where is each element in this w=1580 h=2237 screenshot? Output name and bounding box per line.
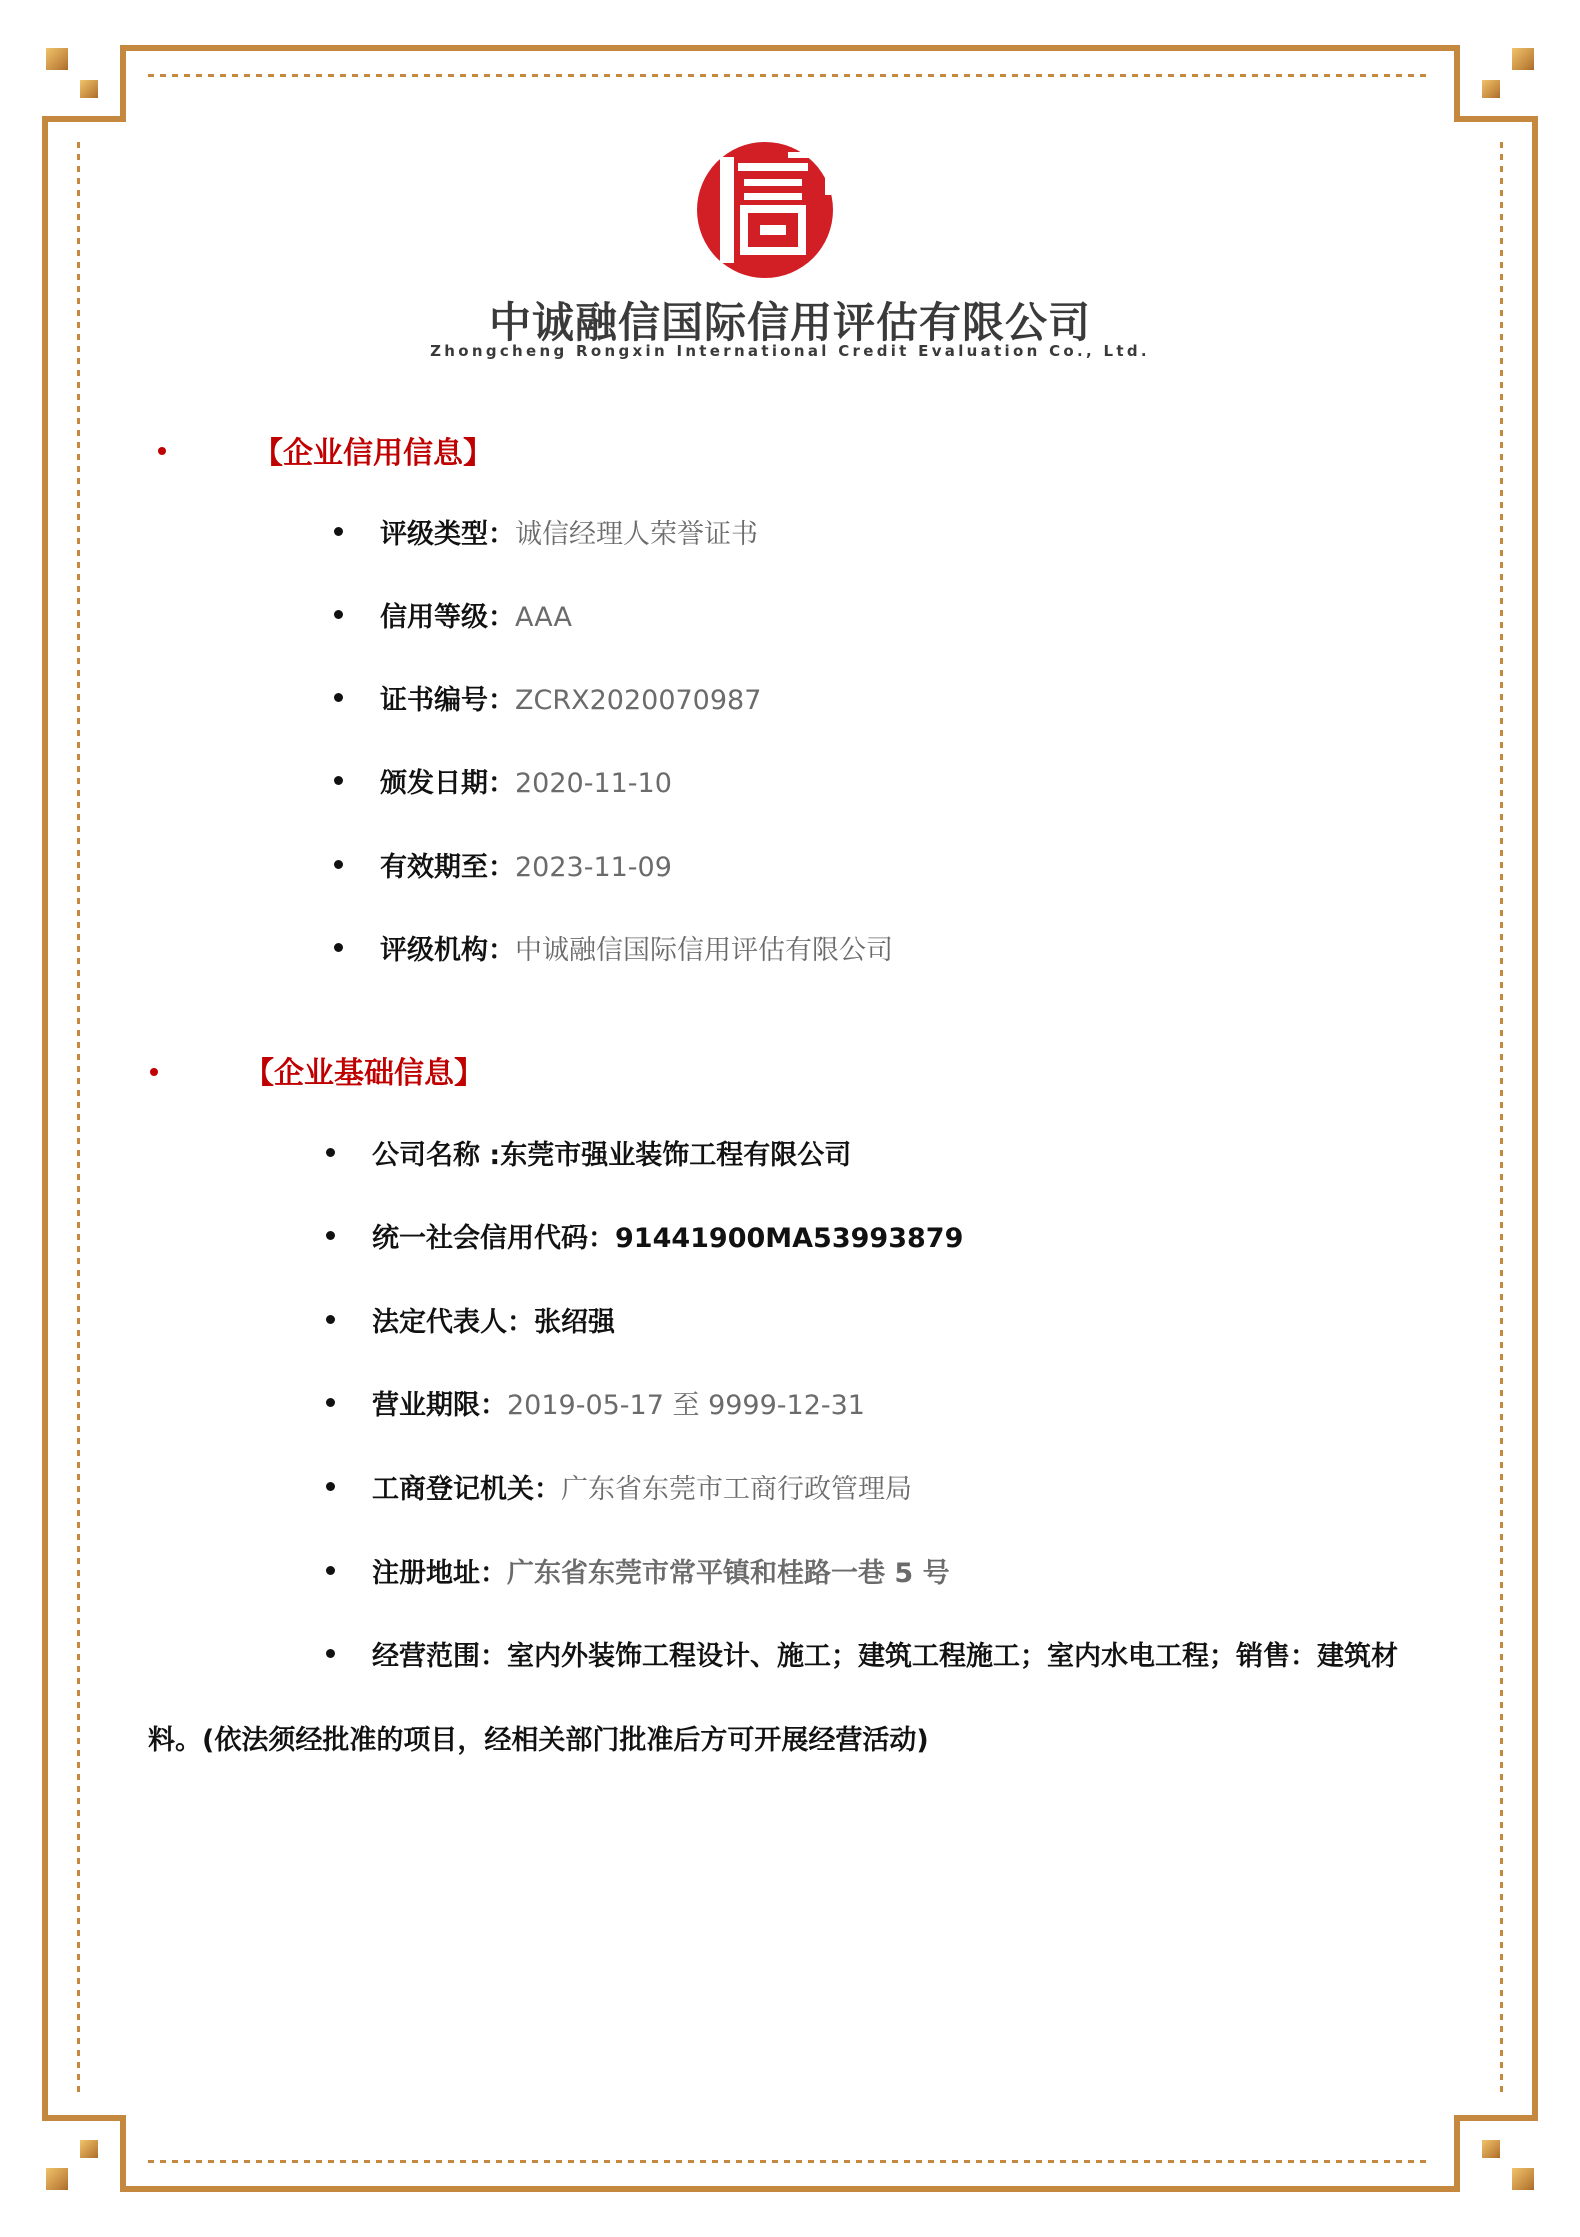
item-value: 2020-11-10 xyxy=(515,768,672,799)
list-bullet xyxy=(334,776,343,785)
frame-bottom-line xyxy=(120,2186,1460,2192)
section-bullet xyxy=(158,447,166,455)
item-label: 颁发日期： xyxy=(380,768,515,799)
section-bullet xyxy=(150,1068,158,1076)
basic-item-registration-authority xyxy=(372,1467,912,1506)
item-label: 经营范围： xyxy=(372,1641,507,1672)
item-value: 东莞市强业装饰工程有限公司 xyxy=(500,1140,852,1171)
frame-dotted-top xyxy=(148,74,1432,77)
frame-dotted-left xyxy=(77,142,80,2094)
list-bullet xyxy=(326,1482,335,1491)
corner-ornament xyxy=(80,2140,98,2158)
frame-notch xyxy=(120,2115,126,2192)
list-bullet xyxy=(326,1566,335,1575)
credit-item-valid-until xyxy=(380,845,672,884)
list-bullet xyxy=(334,860,343,869)
item-label: 公司名称 : xyxy=(372,1140,501,1171)
frame-left-line xyxy=(42,116,48,2121)
item-value: 广东省东莞市工商行政管理局 xyxy=(561,1474,912,1505)
company-name-cn: 中诚融信国际信用评估有限公司 xyxy=(488,298,1091,347)
credit-item-issue-date xyxy=(380,761,672,800)
corner-ornament xyxy=(1512,48,1534,70)
item-value: 张绍强 xyxy=(534,1307,615,1338)
list-bullet xyxy=(334,693,343,702)
frame-notch xyxy=(42,2115,126,2121)
item-label: 法定代表人： xyxy=(372,1307,534,1338)
list-bullet xyxy=(326,1231,335,1240)
frame-dotted-bottom xyxy=(148,2160,1432,2163)
credit-item-credit-level xyxy=(380,595,572,634)
corner-ornament xyxy=(1482,80,1500,98)
frame-right-line xyxy=(1532,116,1538,2121)
corner-ornament xyxy=(46,2168,68,2190)
basic-item-company-name xyxy=(372,1133,851,1172)
credit-item-certificate-no xyxy=(380,678,761,717)
corner-ornament xyxy=(1512,2168,1534,2190)
item-value: 诚信经理人荣誉证书 xyxy=(515,519,758,550)
basic-item-credit-code xyxy=(372,1216,963,1255)
credit-section-title: 【企业信用信息】 xyxy=(253,436,493,471)
item-label: 证书编号： xyxy=(380,685,515,716)
corner-ornament xyxy=(1482,2140,1500,2158)
item-label: 统一社会信用代码： xyxy=(372,1223,615,1254)
item-value: 中诚融信国际信用评估有限公司 xyxy=(515,935,893,966)
business-scope-continued: 料。(依法须经批准的项目，经相关部门批准后方可开展经营活动) xyxy=(148,1725,929,1756)
list-bullet xyxy=(326,1649,335,1658)
item-value: 广东省东莞市常平镇和桂路一巷 5 号 xyxy=(507,1558,950,1589)
item-value: 室内外装饰工程设计、施工；建筑工程施工；室内水电工程；销售：建筑材 xyxy=(507,1641,1398,1672)
frame-notch xyxy=(42,116,126,122)
company-logo-icon xyxy=(678,135,853,285)
item-label: 工商登记机关： xyxy=(372,1474,561,1505)
item-label: 营业期限： xyxy=(372,1390,507,1421)
item-label: 注册地址： xyxy=(372,1558,507,1589)
item-label: 信用等级： xyxy=(380,602,515,633)
item-value: 2023-11-09 xyxy=(515,852,672,883)
corner-ornament xyxy=(46,48,68,70)
frame-notch xyxy=(1454,116,1538,122)
frame-dotted-right xyxy=(1500,142,1503,2094)
basic-section-title: 【企业基础信息】 xyxy=(244,1056,484,1091)
frame-notch xyxy=(1454,2115,1460,2192)
item-label: 评级机构： xyxy=(380,935,515,966)
list-bullet xyxy=(326,1398,335,1407)
frame-top-line xyxy=(120,45,1460,51)
list-bullet xyxy=(334,943,343,952)
company-name-en: Zhongcheng Rongxin International Credit Evaluation Co., Ltd. xyxy=(430,342,1150,360)
list-bullet xyxy=(334,610,343,619)
item-label: 评级类型： xyxy=(380,519,515,550)
basic-item-address xyxy=(372,1551,950,1590)
frame-notch xyxy=(1454,45,1460,122)
item-value: 91441900MA53993879 xyxy=(615,1223,964,1254)
basic-item-legal-rep xyxy=(372,1300,615,1339)
item-value: ZCRX2020070987 xyxy=(515,685,762,716)
list-bullet xyxy=(334,527,343,536)
list-bullet xyxy=(326,1315,335,1324)
basic-item-business-scope xyxy=(372,1634,1398,1673)
list-bullet xyxy=(326,1148,335,1157)
credit-item-agency xyxy=(380,928,893,967)
basic-item-business-term xyxy=(372,1383,865,1422)
credit-item-rating-type xyxy=(380,512,758,551)
frame-notch xyxy=(1454,2115,1538,2121)
item-value: AAA xyxy=(515,602,572,633)
frame-notch xyxy=(120,45,126,122)
item-value: 2019-05-17 至 9999-12-31 xyxy=(507,1390,865,1421)
corner-ornament xyxy=(80,80,98,98)
item-label: 有效期至： xyxy=(380,852,515,883)
